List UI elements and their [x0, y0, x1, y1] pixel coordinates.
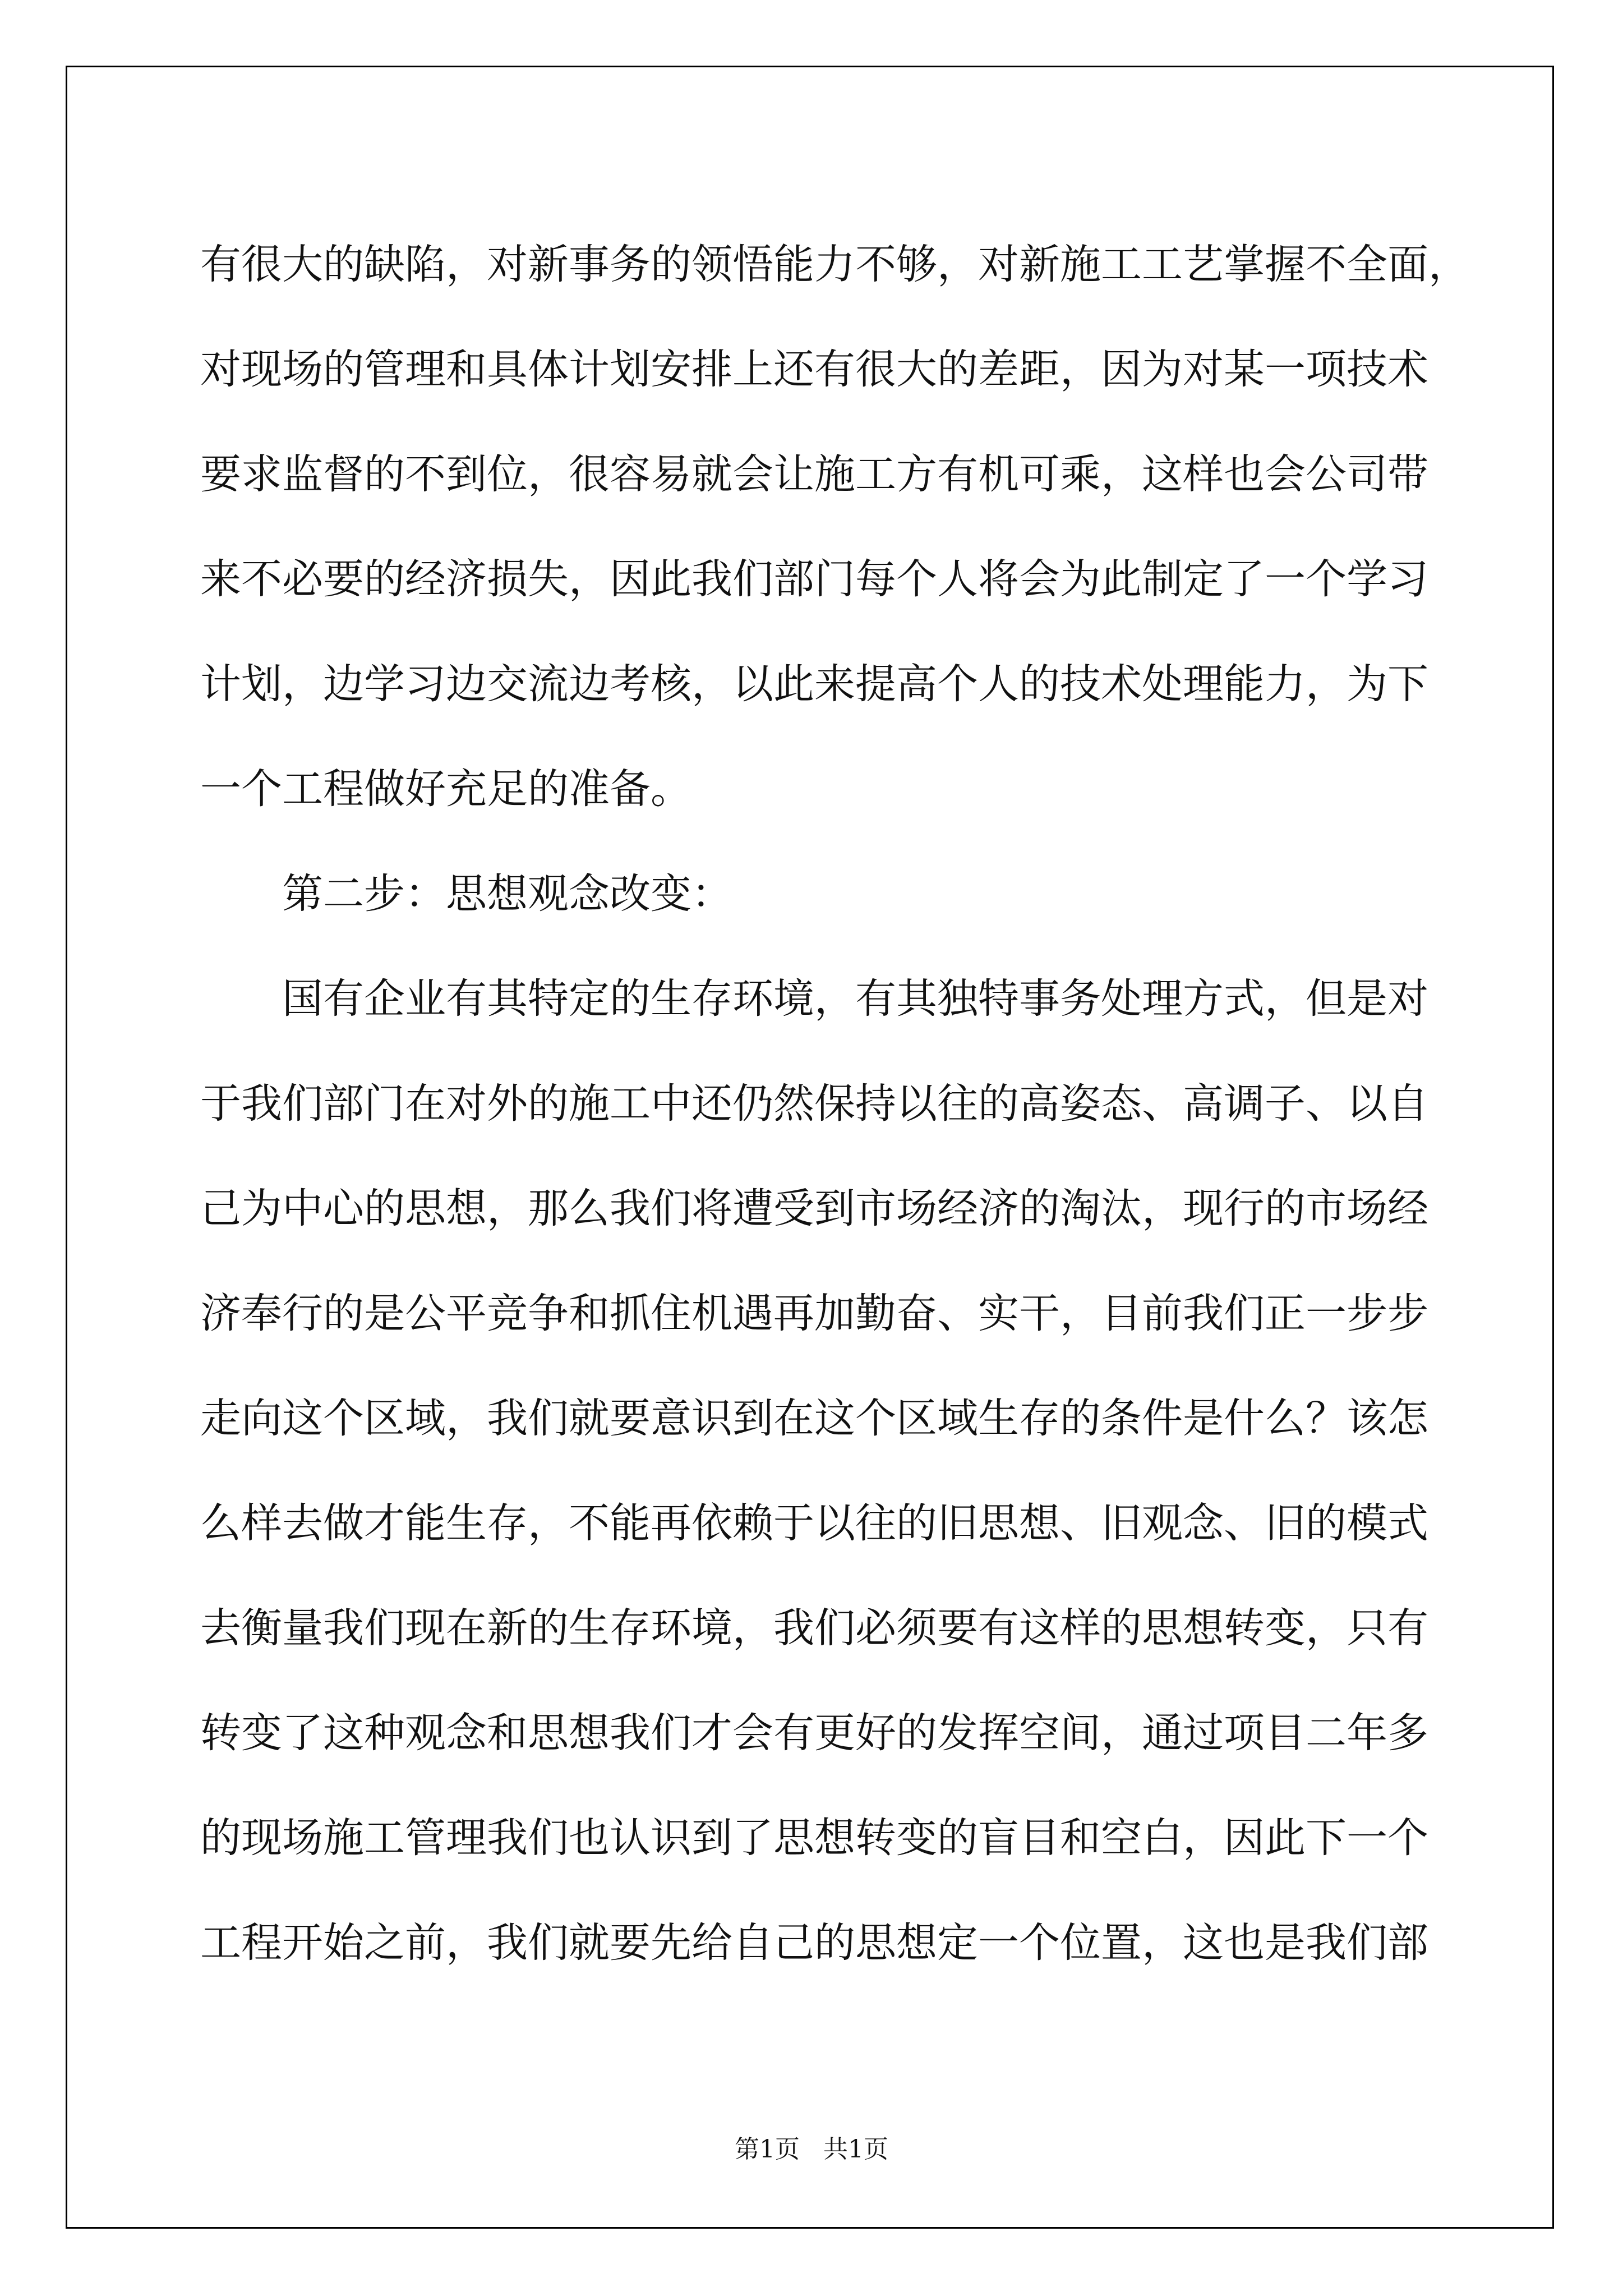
text-line: 己为中心的思想，那么我们将遭受到市场经济的淘汰，现行的市场经 — [200, 1185, 1428, 1232]
page-footer: 第1页 共1页 — [735, 2135, 888, 2164]
text-line: 有很大的缺陷，对新事务的领悟能力不够，对新施工工艺掌握不全面， — [200, 241, 1469, 288]
section-heading: 第二步：思想观念改变： — [282, 870, 732, 918]
text-line: 转变了这种观念和思想我们才会有更好的发挥空间，通过项目二年多 — [200, 1709, 1428, 1757]
text-line: 济奉行的是公平竞争和抓住机遇再加勤奋、实干，目前我们正一步步 — [200, 1290, 1428, 1337]
text-line: 走向这个区域，我们就要意识到在这个区域生存的条件是什么？该怎 — [200, 1395, 1428, 1442]
text-line: 工程开始之前，我们就要先给自己的思想定一个位置，这也是我们部 — [200, 1919, 1428, 1967]
text-line: 去衡量我们现在新的生存环境，我们必须要有这样的思想转变，只有 — [200, 1604, 1428, 1652]
text-line: 计划，边学习边交流边考核，以此来提高个人的技术处理能力，为下 — [200, 660, 1428, 708]
text-line: 于我们部门在对外的施工中还仍然保持以往的高姿态、高调子、以自 — [200, 1080, 1428, 1128]
text-line: 的现场施工管理我们也认识到了思想转变的盲目和空白，因此下一个 — [200, 1814, 1428, 1862]
text-line: 要求监督的不到位，很容易就会让施工方有机可乘，这样也会公司带 — [200, 450, 1428, 498]
text-line: 国有企业有其特定的生存环境，有其独特事务处理方式，但是对 — [282, 975, 1428, 1023]
document-body — [200, 212, 1469, 1995]
text-line: 一个工程做好充足的准备。 — [200, 765, 691, 813]
text-line: 对现场的管理和具体计划安排上还有很大的差距，因为对某一项技术 — [200, 346, 1428, 393]
text-line: 来不必要的经济损失，因此我们部门每个人将会为此制定了一个学习 — [200, 555, 1428, 603]
text-line: 么样去做才能生存，不能再依赖于以往的旧思想、旧观念、旧的模式 — [200, 1499, 1428, 1547]
